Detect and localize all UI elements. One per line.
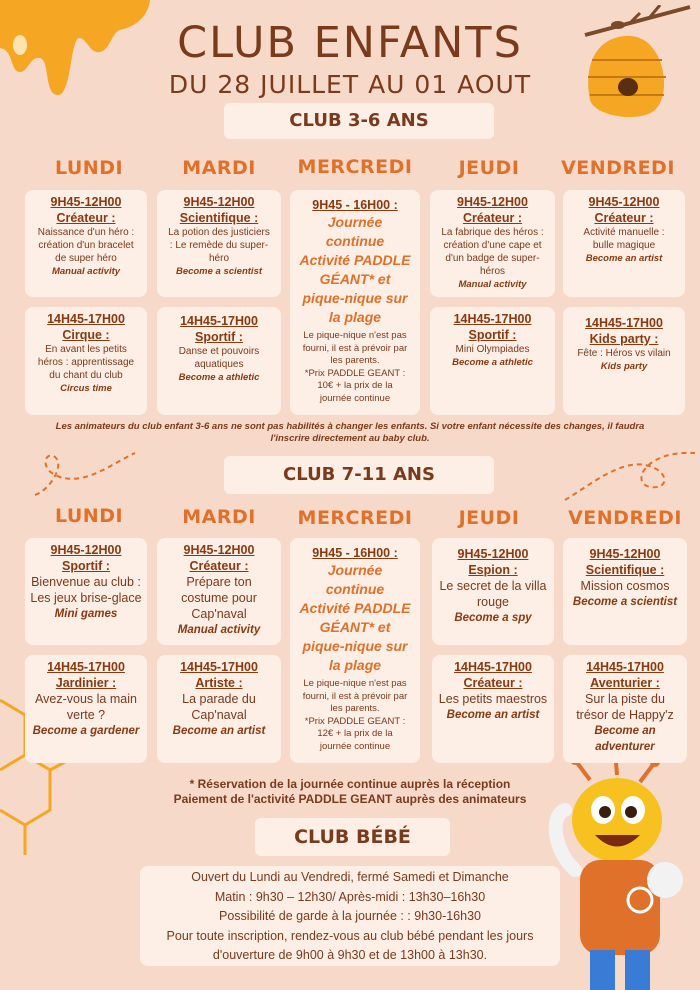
activity-time: 9H45-12H00 <box>457 195 528 209</box>
activity-tag: Become a spy <box>454 612 532 624</box>
club-3-6-heading: CLUB 3-6 ANS <box>224 103 494 139</box>
activity-desc: verte ? <box>66 708 106 722</box>
activity-desc: de super héro <box>55 253 117 264</box>
wednesday-note: journée continue <box>319 740 391 752</box>
activity-desc: Fête : Héros vs vilain <box>577 348 671 359</box>
day-label: VENDREDI <box>568 507 682 529</box>
activity-time: 14H45-17H00 <box>454 660 532 674</box>
day-label: MERCREDI <box>297 156 413 178</box>
wednesday-note: *Prix PADDLE GEANT : <box>304 715 406 727</box>
activity-card <box>432 655 554 763</box>
dotted-swirl-icon <box>30 445 140 505</box>
bee-mascot-icon <box>545 740 695 990</box>
club-7-11-heading: CLUB 7-11 ANS <box>224 456 494 494</box>
activity-category: Jardinier : <box>55 676 117 690</box>
activity-card <box>25 655 147 763</box>
activity-tag: Mini games <box>54 608 118 620</box>
activity-category: Sportif : <box>62 559 110 573</box>
wednesday-line: Activité PADDLE <box>299 600 411 616</box>
activity-desc: Avez-vous la main <box>35 692 137 706</box>
activity-card <box>25 307 147 415</box>
wednesday-line: continue <box>325 581 385 597</box>
wednesday-line: GÉANT* et <box>319 619 391 635</box>
activity-tag: Manual activity <box>177 624 261 636</box>
activity-time: 9H45-12H00 <box>183 543 255 557</box>
activity-desc: Les jeux brise-glace <box>30 591 142 605</box>
activity-time: 14H45-17H00 <box>585 316 663 330</box>
activity-desc: Bienvenue au club : <box>31 575 141 589</box>
activity-tag: Become an artist <box>446 709 540 721</box>
activity-desc: La fabrique des héros : <box>441 227 544 238</box>
wednesday-note: Le pique-nique n'est pas <box>303 330 407 341</box>
activity-tag: Become a athletic <box>178 372 260 383</box>
activity-category: Cirque : <box>62 328 110 342</box>
bebe-info-line: Ouvert du Lundi au Vendredi, fermé Samedi et Dimanche <box>191 870 509 884</box>
activity-time: 14H45-17H00 <box>180 314 258 328</box>
activity-desc: : Le remède du super- <box>169 240 269 251</box>
page-title: CLUB ENFANTS <box>177 18 523 68</box>
activity-time: 14H45-17H00 <box>180 660 258 674</box>
activity-card <box>430 190 555 297</box>
activity-time: 9H45 - 16H00 : <box>312 546 398 560</box>
wednesday-note: les parents. <box>330 703 380 714</box>
wednesday-note: *Prix PADDLE GEANT : <box>304 367 406 379</box>
bebe-info-line: Matin : 9h30 – 12h30/ Après-midi : 13h30–16h30 <box>214 889 486 904</box>
activity-card <box>563 655 687 763</box>
wednesday-line: Journée <box>327 562 383 578</box>
activity-time: 14H45-17H00 <box>47 312 125 326</box>
day-label: JEUDI <box>458 507 520 529</box>
activity-desc: héros : apprentissage <box>37 357 135 368</box>
activity-category: Sportif : <box>468 328 517 342</box>
wednesday-line: Activité PADDLE <box>299 252 411 268</box>
activity-desc: du chant du club <box>49 370 123 381</box>
day-label: LUNDI <box>54 157 124 179</box>
activity-card <box>25 538 147 645</box>
activity-desc: Mini Olympiades <box>455 344 530 355</box>
activity-desc: trésor de Happy'z <box>576 708 674 722</box>
activity-time: 9H45 - 16H00 : <box>312 198 398 212</box>
activity-card <box>430 307 555 415</box>
activity-time: 9H45-12H00 <box>50 195 122 209</box>
activity-tag: Become an artist <box>172 725 266 737</box>
wednesday-line: Journée <box>327 214 383 230</box>
activity-tag: Manual activity <box>51 266 121 277</box>
wednesday-line: la plage <box>328 309 382 325</box>
bebe-info-line: d'ouverture de 9h00 à 9h30 et de 13h00 à 13h30. <box>212 948 488 962</box>
activity-tag: Become an artist <box>585 253 663 264</box>
activity-category: Scientifique : <box>179 211 259 225</box>
wednesday-note: journée continue <box>319 392 391 404</box>
bebe-info-line: Possibilité de garde à la journée : : 9h30-16h30 <box>219 909 481 923</box>
activity-category: Sportif : <box>195 330 243 344</box>
activity-desc: création d'un bracelet <box>38 240 134 251</box>
activity-desc: aquatiques <box>194 359 244 370</box>
activity-time: 9H45-12H00 <box>588 195 660 209</box>
activity-desc: La potion des justiciers <box>168 227 270 238</box>
activity-desc: Prépare ton <box>186 575 252 589</box>
activity-desc: Mission cosmos <box>580 579 670 593</box>
activity-time: 9H45-12H00 <box>183 195 255 209</box>
club-bebe-info <box>140 866 560 966</box>
activity-card <box>157 538 281 645</box>
activity-card <box>157 307 281 415</box>
wednesday-line: pique-nique sur <box>302 638 408 654</box>
activity-category: Créateur : <box>189 559 249 573</box>
activity-desc: Sur la piste du <box>585 692 665 706</box>
activity-desc: d'un badge de super- <box>445 253 540 264</box>
activity-time: 14H45-17H00 <box>586 660 664 674</box>
activity-tag: Kids party <box>600 361 648 372</box>
activity-card <box>157 190 281 297</box>
day-label: JEUDI <box>458 157 520 179</box>
activity-desc: Cap'naval <box>191 708 247 722</box>
activity-desc: La parade du <box>182 692 256 706</box>
activity-card <box>563 307 685 415</box>
activity-tag: Become a gardener <box>32 725 140 737</box>
wednesday-line: GÉANT* et <box>319 271 391 287</box>
wednesday-card <box>290 538 420 763</box>
activity-category: Artiste : <box>195 676 243 690</box>
activity-desc: Cap'naval <box>191 607 247 621</box>
activity-desc: Activité manuelle : <box>583 227 665 238</box>
activity-tag: Manual activity <box>458 279 527 290</box>
day-label: LUNDI <box>54 505 124 527</box>
wednesday-note: fourni, il est à prévoir par <box>302 342 408 354</box>
activity-time: 9H45-12H00 <box>457 547 529 561</box>
activity-card <box>432 538 554 645</box>
day-label: MERCREDI <box>297 507 413 529</box>
activity-desc: Danse et pouvoirs <box>178 346 260 357</box>
activity-desc: héros <box>479 266 505 277</box>
activity-category: Créateur : <box>462 211 523 225</box>
activity-time: 14H45-17H00 <box>47 660 125 674</box>
activity-tag: Become a athletic <box>452 357 533 368</box>
club-bebe-heading: CLUB BÉBÉ <box>255 818 450 856</box>
activity-time: 14H45-17H00 <box>453 312 532 326</box>
activity-time: 9H45-12H00 <box>589 547 661 561</box>
day-label: MARDI <box>182 157 256 179</box>
club-3-6-note: Les animateurs du club enfant 3-6 ans ne sont pas habilités à changer les enfants. Si votre enfant nécessite des changes, il faudra l'inscrire directement au baby club. <box>55 421 645 444</box>
activity-category: Aventurier : <box>590 676 660 690</box>
wednesday-card <box>290 190 420 415</box>
bebe-info-line: Pour toute inscription, rendez-vous au club bébé pendant les jours <box>166 928 534 943</box>
activity-category: Créateur : <box>463 676 523 690</box>
activity-card <box>563 190 685 297</box>
activity-card <box>563 538 687 645</box>
day-label: MARDI <box>182 506 256 528</box>
wednesday-line: la plage <box>328 657 382 673</box>
wednesday-note: fourni, il est à prévoir par <box>302 690 408 702</box>
reservation-line: * Réservation de la journée continue auprès la réception <box>189 777 511 791</box>
dotted-swirl-icon <box>560 445 700 505</box>
activity-desc: En avant les petits <box>45 344 127 355</box>
activity-card <box>157 655 281 763</box>
activity-desc: costume pour <box>181 591 257 605</box>
activity-category: Créateur : <box>56 211 116 225</box>
activity-category: Créateur : <box>594 211 654 225</box>
activity-desc: Naissance d'un héro : <box>37 227 135 238</box>
activity-desc: Le secret de la villa <box>439 579 547 593</box>
day-label: VENDREDI <box>561 157 675 179</box>
activity-tag: Circus time <box>60 383 112 394</box>
wednesday-line: pique-nique sur <box>302 290 408 306</box>
activity-desc: Les petits maestros <box>438 692 548 706</box>
activity-desc: bulle magique <box>592 240 656 251</box>
activity-desc: création d'une cape et <box>443 240 542 251</box>
activity-card <box>25 190 147 297</box>
wednesday-line: continue <box>325 233 385 249</box>
activity-desc: héro <box>208 253 229 264</box>
wednesday-note: 12€ + la prix de la <box>317 728 393 739</box>
activity-time: 9H45-12H00 <box>50 543 122 557</box>
activity-category: Espion : <box>468 563 518 577</box>
wednesday-note: les parents. <box>330 355 380 366</box>
activity-tag: Become a scientist <box>572 596 678 608</box>
activity-tag: Become a scientist <box>175 266 263 277</box>
dates-subtitle: DU 28 JUILLET AU 01 AOUT <box>168 70 532 99</box>
wednesday-note: Le pique-nique n'est pas <box>303 678 407 689</box>
activity-desc: rouge <box>477 595 509 609</box>
activity-category: Kids party : <box>589 332 659 346</box>
wednesday-note: 10€ + la prix de la <box>317 380 393 391</box>
activity-category: Scientifique : <box>585 563 665 577</box>
reservation-line: Paiement de l'activité PADDLE GEANT auprès des animateurs <box>173 792 527 806</box>
activity-tag: Become an adventurer <box>594 725 656 753</box>
